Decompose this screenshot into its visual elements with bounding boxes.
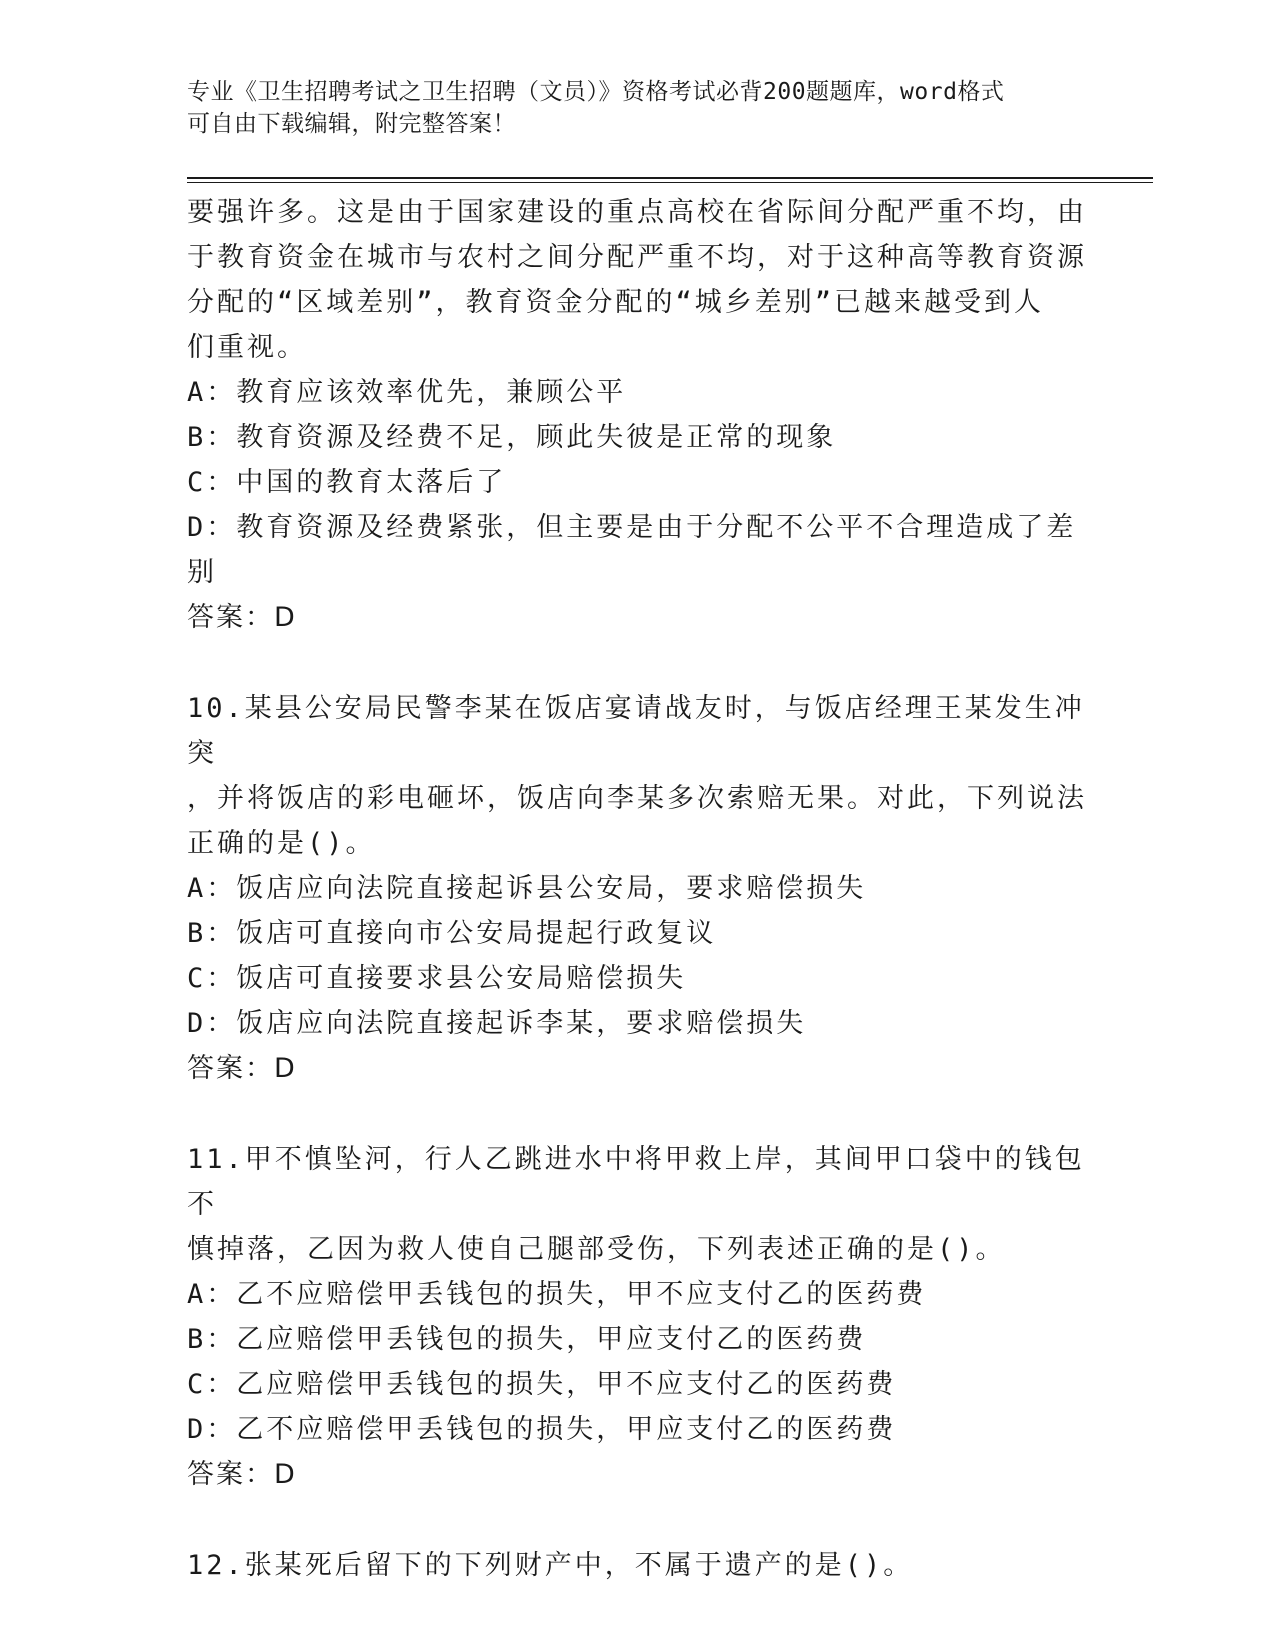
- header-divider-thin: [187, 182, 1153, 183]
- question-text-line: 要强许多。这是由于国家建设的重点高校在省际间分配严重不均，由: [187, 197, 1087, 228]
- header-divider: [187, 177, 1153, 179]
- spacer: [187, 1091, 1087, 1137]
- option-c: C：饭店可直接要求县公安局赔偿损失: [187, 963, 687, 994]
- question-text-line: 慎掉落，乙因为救人使自己腿部受伤，下列表述正确的是()。: [187, 1234, 1006, 1265]
- option-b: B：饭店可直接向市公安局提起行政复议: [187, 918, 717, 949]
- header-line-2: 可自由下载编辑，附完整答案！: [187, 111, 516, 137]
- question-12: [187, 1543, 1087, 1588]
- option-b: B：教育资源及经费不足，顾此失彼是正常的现象: [187, 422, 837, 453]
- answer: 答案：D: [187, 602, 297, 633]
- option-d: D：饭店应向法院直接起诉李某，要求赔偿损失: [187, 1008, 807, 1039]
- spacer: [187, 640, 1087, 686]
- question-10: [187, 686, 1087, 1091]
- question-9: [187, 190, 1087, 640]
- option-d: D：教育资源及经费紧张，但主要是由于分配不公平不合理造成了差别: [187, 512, 1077, 588]
- option-a: A：乙不应赔偿甲丢钱包的损失，甲不应支付乙的医药费: [187, 1279, 927, 1310]
- option-a: A：教育应该效率优先，兼顾公平: [187, 377, 627, 408]
- spacer: [187, 1497, 1087, 1543]
- question-text-line: 正确的是()。: [187, 828, 376, 859]
- option-a: A：饭店应向法院直接起诉县公安局，要求赔偿损失: [187, 873, 867, 904]
- question-text-line: 10.某县公安局民警李某在饭店宴请战友时，与饭店经理王某发生冲突: [187, 693, 1085, 769]
- option-b: B：乙应赔偿甲丢钱包的损失，甲应支付乙的医药费: [187, 1324, 867, 1355]
- option-c: C：乙应赔偿甲丢钱包的损失，甲不应支付乙的医药费: [187, 1369, 897, 1400]
- answer: 答案：D: [187, 1053, 297, 1084]
- question-11: [187, 1137, 1087, 1497]
- header-line-1: 专业《卫生招聘考试之卫生招聘（文员）》资格考试必背200题题库，word格式: [187, 79, 1005, 105]
- question-text-line: 于教育资金在城市与农村之间分配严重不均，对于这种高等教育资源: [187, 242, 1087, 273]
- question-text-line: 12.张某死后留下的下列财产中，不属于遗产的是()。: [187, 1550, 914, 1581]
- question-text-line: 分配的“区域差别”，教育资金分配的“城乡差别”已越来越受到人: [187, 287, 1045, 318]
- question-content: [187, 190, 1087, 1588]
- page-header: [187, 76, 1067, 140]
- question-text-line: ，并将饭店的彩电砸坏，饭店向李某多次索赔无果。对此，下列说法: [187, 783, 1087, 814]
- option-d: D：乙不应赔偿甲丢钱包的损失，甲应支付乙的医药费: [187, 1414, 897, 1445]
- option-c: C：中国的教育太落后了: [187, 467, 507, 498]
- question-text-line: 们重视。: [187, 332, 307, 363]
- question-text-line: 11.甲不慎坠河，行人乙跳进水中将甲救上岸，其间甲口袋中的钱包不: [187, 1144, 1085, 1220]
- answer: 答案：D: [187, 1459, 297, 1490]
